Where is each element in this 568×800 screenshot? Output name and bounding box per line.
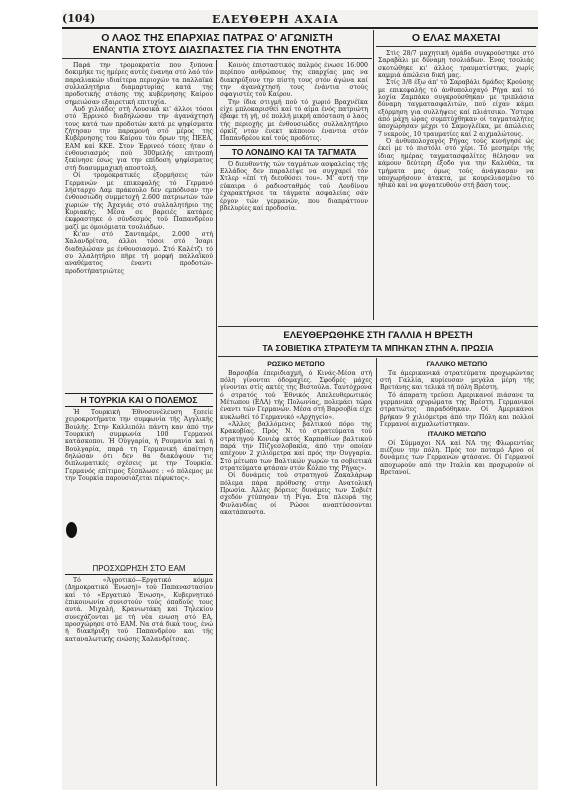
newspaper-page bbox=[62, 10, 538, 790]
elas-paragraph: Ό άνθυπολοχαγός Ρήγας τούς κυνήγησε ώς έκεί με τό πιστόλι στό χέρι. Τό μεσημέρι τής ίδιας ημέρας ταγματασφαλίτες θέλησαν να κάμουν δεύτερη έξοδο για την Καλυθέα, τα τμήματα μας όμως τούς άνάγκασαν να υποχωρήσουν άτακτα, με κουρελιασμένο τό ηθικό καί να φυγατευθούν στή βάση τους. bbox=[378, 138, 534, 190]
france-headline bbox=[218, 330, 538, 354]
elas-rule bbox=[376, 46, 536, 47]
turkey-paragraph: Ή Τουρκική Έθνοσυνέλευση ξεσείε χειροκροτήματα την συμφωνία τής Άγγλικής Βουλής. Στην Καλλιπόλι πάντη καν άπό την Τουρκική συμφωνία 100 Γερμανοί κατάσκοποι. Ή Ούγγαρία, ή Ρουμανία καί ή Βουλγαρία, παρά τη Γερμανική άπαίτηση δηλώσαν ότι δεν θα διακόψουν τις διπλωματικές σχέσεις με την Τουρκία. Γερμανός επίτιμος ξέσπλωσε : «ό πόλεμος με την Τουρκία παρουσιάζεται πέφυκτος». bbox=[65, 409, 213, 483]
france-rule bbox=[218, 356, 538, 357]
front-headline: ΠΡΟΣΧΩΡΗΣΗ ΣΤΟ ΕΑΜ bbox=[65, 564, 213, 575]
russian-front-label: ΡΩΣΙΚΟ ΜΕΤΩΠΟ bbox=[267, 361, 325, 368]
lead-headline-line-1: Ο ΛΑΟΣ ΤΗΣ ΕΠΑΡΧΙΑΣ ΠΑΤΡΑΣ Ο' ΑΓΩΝΙΣΤΗ bbox=[101, 32, 333, 44]
column-rule bbox=[373, 30, 374, 320]
masthead-rule bbox=[62, 27, 538, 29]
elas-headline: Ο ΕΛΑΣ ΜΑΧΕΤΑΙ bbox=[411, 32, 501, 44]
london-paragraph: Ό διευθυντής τών ταγμάτων ασφαλείας τής Ελλάδος δεν παραλείψε να συγχαρεί τόν Χτλερ «έπί τή διευθόσει του». Μ' αυτή την εύκαιρα ό ραδιοσταθμός τού Λονδίνου έχαρακτήρισε τα τάγματα ασφαλείας σάν έργον τών γερμανών, που διαπράττουν βδελυρίες καί προδοσία. bbox=[220, 160, 368, 212]
lead-paragraph: Παρά την τρομοκρατία που ξνπονα δοκιμήκε τις ημέρες αυτές ένανηα στό λαό τόν παραλιακών ιδιαίτερα περιοχών τα παλλαϊκά συλλαλητήρια διαμαρτυρίας κατά της προδοτικής στάσης της κυβέρνησης Καίρου σημειώσαν εξαιρετική επιτυχία. bbox=[65, 62, 213, 106]
france-headline-line-1: ΕΛΕΥΘΕΡΩΘΗΚΕ ΣΤΗ ΓΑΛΛΙΑ Η ΒΡΕΣΤΗ bbox=[283, 330, 473, 341]
gallic-front-paragraph: Τό άπαρατη τρεύσει Αμερικανοί πιάσανε τα γερμανικά οχυρώματα της Βρέστη. Γερμανικοί στρατιώτες παραδόθηκαν. Οί Άμερικάνοι βρήκαν 9 χιλιόμετρα άπό την Πόλη και πολλοί Γερμανοί αιχμαλωτίστηκαν. bbox=[380, 391, 534, 428]
lead-paragraph: Αυδ χιλιάδες στή Λουσικά κι' άλλοι τόσοι στό Έρρινεό διαδηλώσαν την άγανάχτησή τους κατά των προδοτών κατά με ψηφίσματα ζήτησαν την παραμονή στό μέρος της Κυβέρνησης του Καίρου τόυ δρων της ΠΕΕΑ, ΕΑΜ καί ΚΚΕ. Στον Έρρινεό τόσες ήταν ό ένθουσιασμός πού 300μελής επιτροπή ξεκίνησε έσως για την επίδοση ψηφίσματος στή διασυμμαχική αποστολή. bbox=[65, 106, 213, 172]
column-rule bbox=[216, 60, 217, 786]
russian-front-column bbox=[220, 360, 372, 786]
france-headline-line-2: ΤΑ ΣΟΒΙΕΤΙΚΑ ΣΤΡΑΤΕΥΜ ΤΑ ΜΠΗΚΑΝ ΣΤΗΝ Α. ΠΡΩΣΙΑ bbox=[262, 343, 494, 353]
turkey-headline: Η ΤΟΥΡΚΙΑ ΚΑΙ Ο ΠΟΛΕΜΟΣ bbox=[65, 393, 213, 407]
elas-paragraph: Στίς 28/7 μαχητική όμάδα συγκρούστηκε στό Σαραβάλι με δύναμη τσολιάδων. Ένας τσολιάς σκοτώθηκε κι' άλλος τραυματίστηκε, χωρίς καμμιά άπώλεια δική μας. bbox=[378, 50, 534, 80]
lead-rule bbox=[62, 58, 372, 59]
page-number: (104) bbox=[62, 12, 96, 25]
lead-column-1 bbox=[65, 62, 213, 388]
ink-blot bbox=[66, 522, 77, 538]
lead-headline-line-2: ΕΝΑΝΤΙΑ ΣΤΟΥΣ ΔΙΑΣΠΑΣΤΕΣ ΓΙΑ ΤΗΝ ΕΝΟΤΗΤΑ bbox=[92, 44, 342, 56]
lead-headline bbox=[62, 32, 372, 56]
russian-front-paragraph: Βαρσοβία έπεριδιαχμή, ό Κινάς-Μέσα στή πόλη γίνονται όδομαχίες. Σφοδρές μάχες γίνονται στίς ακτές της Βιστούλα. Ταυτόχρονα ό στρατός τού Έθνικός Απελευθερωτικός Μέτωπου (ΕΛΛ) τής Πολωνίας, πολεμάει τώρα έναντι τών Γερμανών. Μέσα στή Βαρσοβία είχε κυκλωθεί τό Γερμανικό «Αρχηγείο». bbox=[220, 369, 372, 421]
lead-paragraph: Κοινός έπισταστικός παλμός ένωσε 16.000 περίπου ανθρώπους της επαρχίας μας να διακηρύξουν την πίστη τους στόν άγώνα καί την άγανάχτησή τους ένάντια στούς σφαγιστές τού Καίρου. bbox=[220, 62, 368, 99]
front-paragraph: Τό «Άγροτικό—Εργατικό κόμμα (Δημοκρατικό Ένωση)» τού Παπαναστασίου καί τό «Εργατικό Ένωση», Κυβερνητικό έπικοινωνία συνιστούν τούς όπαδούς τους αυτά. Μιχαλή, Κρανιωτάκη καί Τηλεκίου συνεχάζονται με τή νέα ενωση στό ΕΑ, προσχώρησε στό ΕΑΜ. Να στά δικά τους, ένώ ή διακήρυξη τού Παπανδρέου και τής καταναλωτικής ενώσης Χαλανδρίτσας. bbox=[65, 577, 213, 643]
newspaper-name: ΕΛΕΥΘΕΡΗ ΑΧΑΙΑ bbox=[212, 13, 339, 26]
russian-front-paragraph: Οί δυνάμεις τού στρατηγού Ζακαλάρωφ πόλεμα πάρα πρόθυσης στην Ανατολική Πρωσία. Άλλες βόρειες δυνάμεις των Σοβιέτ σχεδόν χτύπησαν τή Ρίγα. Στα πλευρά της Φινλανδίας οί Ρώσοι αναπτύσσονται ακατάπαυστα. bbox=[220, 472, 372, 517]
western-front-column bbox=[380, 360, 534, 786]
lead-paragraph: Κι'αν στό Σανταμέρι, 2.000 στή Χαλανδρίτσα, άλλοι τόσοι στό Ίσαρι διαδηλώσαν με ένθουσιασμό. Στό Καλέτζι τό συ λλαλητήριο πήρε τή μορφή παλλαϊκού αναθέματος έναντι προδοτών-προδοτήπατριώτες bbox=[65, 230, 213, 275]
gallic-front-label: ΓΑΛΛΙΚΟ ΜΕΤΩΠΟ bbox=[426, 361, 488, 368]
russian-front-paragraph: «Άλλες βαλλόμενες βαλτικού πόρο της Κρακοβίας. Πρός Ν. τό στρατεύματα τού στρατηγού Κονιέφ εκτός Καρπαθίων βαλτικού παρά την Πίζγεσλοβακία, άπό την οποίαν απέχουν 2 χιλιόμετρα καί πρός την Ουγγαρία. Στό μέτωπο των Βαλτικών χωρών τα σοβιετικά στρατεύματα φτάσαν στόν Κόλπο της Ρήγας». bbox=[220, 420, 372, 472]
elas-article bbox=[378, 50, 534, 320]
france-rule bbox=[218, 326, 538, 327]
elas-paragraph: Στίς 3/8 έξω άπ' τό Σαραβάλι δμάδες Κρούσης με επικεφαλής τό άνθυπολοχαγό Ρήγα καί τό λοχία Ζαμπάκο συγκρούσθηκαν με τριπλάσια δύναμη ταγματασφαλιτών, πού είχαν κάμει εξόρμηση για συλλήψεις καί πλιάτσικο. Ύστερα άπό μάχη ώρας συμπτύχθηκαν οί ταγματαλήτες ύποχώρησαν μέχρι τό Σαμογλέϊκα, με άπώλειες 7 νεκρούς, 10 τραυματίες καί 2 αιχμαλώτους. bbox=[378, 79, 534, 138]
column-rule bbox=[376, 358, 377, 786]
front-article bbox=[65, 562, 213, 788]
turkey-article bbox=[65, 391, 213, 559]
italian-front-label: ΙΤΑΛΙΚΟ ΜΕΤΩΠΟ bbox=[427, 431, 487, 439]
lead-paragraph: Οί τρομοκρατικές εξορμήσεις τών Γερμανών με επικεφαλής τό Γερμανό λήσταρχο Λαμ πράκουλο δεν εμπόδισαν την ένθουσιώδη συμμετοχή 2.600 πατριωτών τών χωριών τής Άχαγιάς στό συλλαλητήριο της Κυριακής. Μέσα σε βαρειές κατάρες έκφραστηκε ό σύνδεσμός τού Παπανδρέου μαζί με όμοιόμιατα τσολιάδων. bbox=[65, 172, 213, 231]
lead-column-2 bbox=[220, 62, 368, 324]
lead-paragraph: Την ίδια στιγμή πού τό χωριό Βραχνέϊκα είχε μπλοκαρισθεί καί τό αίμα ένός πατριώτη έβαφε τή γή, σέ πολλή μικρή απόσταση ό λαός τής περιοχής με ένθουσιώδες συλλαλητήριο όρκίζ νταν ένεκτ κάποιου έναντια στόν Παπανδρέου καί τούς προδότες. bbox=[220, 98, 368, 143]
london-headline: ΤΟ ΛΟΝΔΙΝΟ ΚΑΙ ΤΑ ΤΑΓΜΑΤΑ bbox=[220, 145, 368, 159]
italian-front-paragraph: Οί Σύμμαχοι ΝΑ καί ΝΑ της Φλωρεντίας πιέζουν την πόλη. Πρός τον ποταμό Αρνο οί δυνάμεις των Γερμανών φτάσανε. Οί Γερμανοί αποχωρούν από την Ιταλία και προχωρούν οί Βρετανοί. bbox=[380, 439, 534, 477]
masthead bbox=[62, 12, 538, 26]
gallic-front-paragraph: Τα άμερικανικά στρατεύματα προχωρώντας στή Γαλλία, κυρίευσαν μεγάλα μέρη τής Βρετάνης και τελικά τή πόλη Βρέστη. bbox=[380, 369, 534, 392]
